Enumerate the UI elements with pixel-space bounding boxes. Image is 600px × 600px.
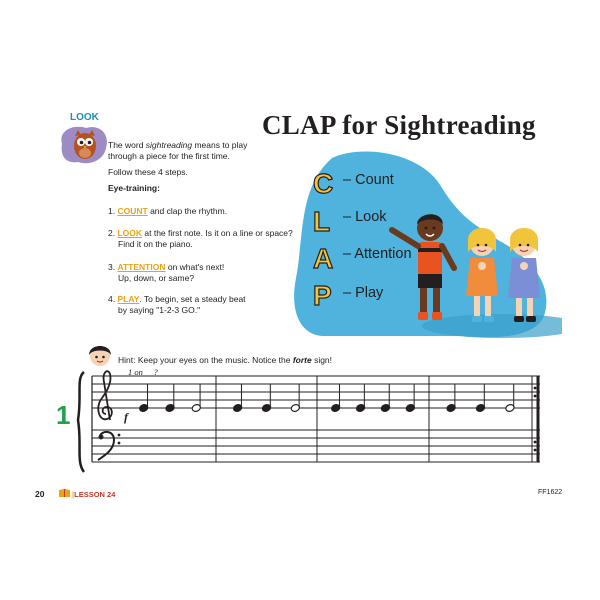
clap-letters — [311, 167, 343, 307]
eye-training-heading: Eye-training: — [108, 183, 160, 193]
follow-steps-text: Follow these 4 steps. — [108, 167, 188, 177]
step-4: 4. PLAY. To begin, set a steady beat — [108, 294, 246, 304]
student-hint-icon — [86, 341, 114, 369]
lesson-label: |LESSON 24 — [72, 490, 116, 499]
owl-icon — [56, 122, 112, 166]
svg-text:C: C — [313, 168, 334, 199]
first-note-label: 1 on __? — [128, 367, 158, 377]
step-2-line-2: Find it on the piano. — [118, 239, 193, 249]
staff-brace — [78, 372, 84, 472]
clap-look: – Look — [343, 209, 387, 225]
grand-staff — [76, 368, 548, 478]
page-number: 20 — [35, 489, 45, 499]
clap-count: – Count — [343, 172, 394, 188]
product-code: FF1622 — [538, 489, 563, 496]
svg-text:L: L — [313, 206, 331, 237]
piece-number: 1 — [56, 400, 71, 430]
clap-attention: – Attention — [343, 246, 412, 262]
svg-text:A: A — [313, 243, 334, 274]
step-2: 2. LOOK at the first note. Is it on a line or space? — [108, 228, 293, 238]
page-title: CLAP for Sightreading — [262, 110, 536, 140]
clap-play: – Play — [343, 285, 384, 301]
hint-text: Hint: Keep your eyes on the music. Notice the forte sign! — [118, 355, 333, 365]
step-4-line-2: by saying "1-2-3 GO." — [118, 305, 201, 315]
step-3: 3. ATTENTION on what's next! — [108, 262, 225, 272]
svg-text:P: P — [313, 280, 332, 307]
intro-line-1: The word sightreading means to play — [108, 140, 248, 150]
step-3-line-2: Up, down, or same? — [118, 273, 195, 283]
treble-clef-icon — [98, 371, 112, 420]
lesson-book-icon — [58, 488, 71, 498]
step-1: 1. COUNT and clap the rhythm. — [108, 206, 228, 216]
look-label: LOOK — [70, 112, 99, 123]
intro-line-2: through a piece for the first time. — [108, 151, 230, 161]
forte-dynamic: f — [124, 410, 128, 424]
